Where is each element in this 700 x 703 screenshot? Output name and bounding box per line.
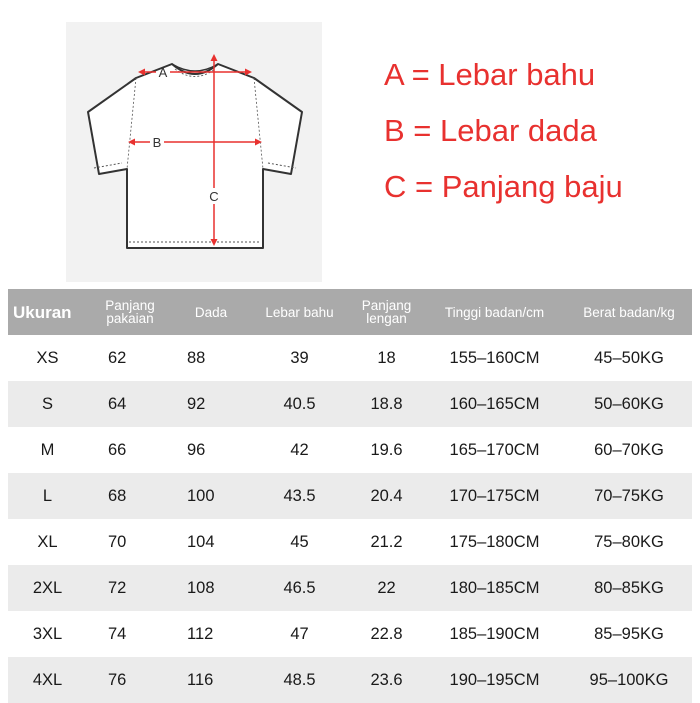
size-cell: M	[40, 440, 55, 459]
size-cell: XL	[37, 532, 58, 551]
tshirt-diagram-panel	[66, 22, 322, 282]
tshirt-outline	[88, 64, 302, 248]
size-cell: S	[8, 381, 87, 427]
column-header: Dada	[173, 289, 249, 335]
table-cell: 68	[87, 473, 173, 519]
table-cell: 175–180CM	[449, 532, 540, 551]
table-cell: 76	[87, 657, 173, 703]
table-cell: 70–75KG	[566, 473, 692, 519]
table-cell: 64	[87, 381, 173, 427]
table-cell: 92	[173, 381, 249, 427]
label-a: A	[158, 65, 168, 80]
table-cell: 20.4	[350, 473, 423, 519]
table-row	[8, 657, 692, 703]
table-cell: 39	[290, 348, 309, 367]
table-row	[8, 565, 692, 611]
table-cell: 45	[290, 532, 309, 551]
label-b: B	[152, 135, 162, 150]
legend-item-c: C = Panjang baju	[384, 169, 623, 204]
size-cell: 4XL	[8, 657, 87, 703]
table-cell: 18	[377, 348, 396, 367]
table-cell: 46.5	[249, 565, 350, 611]
table-cell: 74	[108, 624, 127, 643]
table-cell: 43.5	[249, 473, 350, 519]
legend-item-a: A = Lebar bahu	[384, 57, 596, 92]
size-cell: XS	[36, 348, 59, 367]
table-cell: 190–195CM	[423, 657, 566, 703]
table-cell: 96	[187, 440, 206, 459]
table-cell: 104	[187, 532, 215, 551]
table-cell: 70	[108, 532, 127, 551]
table-row	[8, 473, 692, 519]
table-cell: 75–80KG	[594, 532, 664, 551]
table-cell: 160–165CM	[423, 381, 566, 427]
table-cell: 80–85KG	[566, 565, 692, 611]
table-cell: 18.8	[350, 381, 423, 427]
table-cell: 22.8	[370, 624, 403, 643]
size-chart-table	[8, 289, 692, 703]
table-cell: 48.5	[249, 657, 350, 703]
table-cell: 19.6	[370, 440, 403, 459]
table-row	[8, 381, 692, 427]
column-header: Tinggi badan/cm	[423, 289, 566, 335]
column-header: Panjang lengan	[350, 289, 423, 335]
column-header: Berat badan/kg	[566, 289, 692, 335]
column-header: Ukuran	[8, 289, 87, 335]
table-cell: 42	[290, 440, 309, 459]
table-cell: 155–160CM	[449, 348, 540, 367]
table-cell: 62	[108, 348, 127, 367]
table-row	[8, 519, 692, 565]
table-cell: 116	[173, 657, 249, 703]
table-cell: 180–185CM	[423, 565, 566, 611]
table-cell: 21.2	[370, 532, 403, 551]
table-cell: 185–190CM	[449, 624, 540, 643]
table-cell: 108	[173, 565, 249, 611]
size-cell: L	[8, 473, 87, 519]
table-cell: 170–175CM	[423, 473, 566, 519]
label-c: C	[209, 189, 219, 204]
table-cell: 47	[290, 624, 309, 643]
table-cell: 22	[350, 565, 423, 611]
size-cell: 3XL	[32, 624, 63, 643]
column-header: Lebar bahu	[249, 289, 350, 335]
table-cell: 50–60KG	[566, 381, 692, 427]
table-body	[8, 335, 692, 703]
table-row	[8, 335, 692, 381]
table-row	[8, 611, 692, 657]
table-cell: 112	[187, 624, 214, 643]
table-cell: 66	[108, 440, 127, 459]
table-cell: 100	[173, 473, 249, 519]
legend-item-b: B = Lebar dada	[384, 113, 597, 148]
measurement-legend	[384, 58, 623, 226]
table-cell: 88	[187, 348, 206, 367]
tshirt-diagram	[66, 22, 322, 282]
table-cell: 95–100KG	[566, 657, 692, 703]
table-cell: 45–50KG	[594, 348, 664, 367]
table-cell: 60–70KG	[594, 440, 664, 459]
size-cell: 2XL	[8, 565, 87, 611]
table-cell: 72	[87, 565, 173, 611]
table-cell: 165–170CM	[449, 440, 540, 459]
table-cell: 85–95KG	[594, 624, 664, 643]
table-header-row	[8, 289, 692, 335]
table-row	[8, 427, 692, 473]
table-cell: 23.6	[350, 657, 423, 703]
table-cell: 40.5	[249, 381, 350, 427]
column-header: Panjang pakaian	[87, 289, 173, 335]
